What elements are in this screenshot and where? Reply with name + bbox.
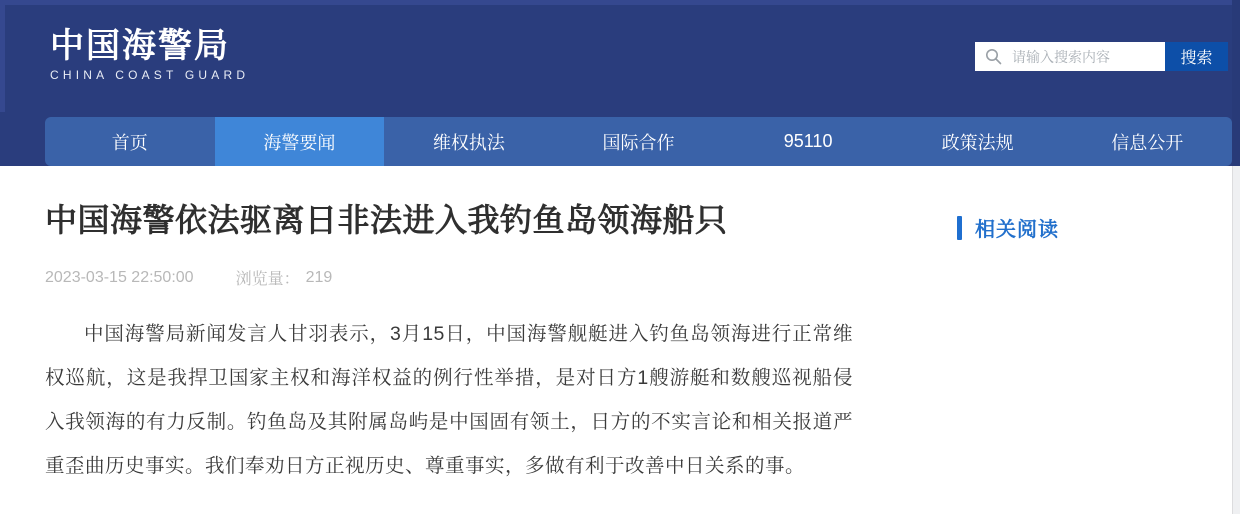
nav-item-policies-regulations[interactable]: 政策法规 <box>941 132 1014 153</box>
nav-item-international-cooperation[interactable]: 国际合作 <box>602 132 675 153</box>
accent-bar <box>957 216 962 240</box>
gutter-content-segment <box>1232 166 1240 514</box>
nav-item-coast-guard-news[interactable]: 海警要闻 <box>215 117 385 166</box>
window-edge-left <box>0 0 5 112</box>
search-area <box>975 42 1228 71</box>
article-body: 中国海警局新闻发言人甘羽表示，3月15日，中国海警舰艇进入钓鱼岛领海进行正常维权巡航，这是我捍卫国家主权和海洋权益的例行性举措，是对日方1艘游艇和数艘巡视船侵入我领海的有力反制。钓鱼岛及其附属岛屿是中国固有领土，日方的不实言论和相关报道严重歪曲历史事实。我们奉劝日方正视历史、尊重事实，多做有利于改善中日关系的事。 <box>45 323 853 477</box>
search-button[interactable]: 搜索 <box>1165 42 1228 71</box>
main-nav <box>45 117 1232 166</box>
site-logo[interactable] <box>50 27 249 82</box>
search-icon <box>985 48 1002 65</box>
nav-item-home[interactable]: 首页 <box>111 132 148 153</box>
window-right-gutter <box>1232 0 1240 514</box>
nav-item-95110[interactable]: 95110 <box>783 131 833 151</box>
main-content <box>0 166 1232 514</box>
search-box[interactable] <box>975 42 1165 71</box>
views-count: 219 <box>305 268 333 286</box>
window-edge-top <box>0 0 1240 5</box>
article-title: 中国海警依法驱离日非法进入我钓鱼岛领海船只 <box>45 202 728 238</box>
article-meta <box>45 266 853 289</box>
publish-date: 2023-03-15 22:50:00 <box>45 268 194 286</box>
logo-subtitle: CHINA COAST GUARD <box>50 68 250 82</box>
article <box>45 199 853 508</box>
related-reading-header <box>957 213 1059 242</box>
related-reading-title[interactable]: 相关阅读 <box>975 219 1059 241</box>
nav-item-rights-enforcement[interactable]: 维权执法 <box>432 132 505 153</box>
views-label: 浏览量： <box>235 271 300 288</box>
logo-title: 中国海警局 <box>50 27 230 65</box>
nav-item-information-disclosure[interactable]: 信息公开 <box>1111 132 1184 153</box>
gutter-header-segment <box>1232 0 1240 166</box>
site-header <box>0 0 1240 166</box>
